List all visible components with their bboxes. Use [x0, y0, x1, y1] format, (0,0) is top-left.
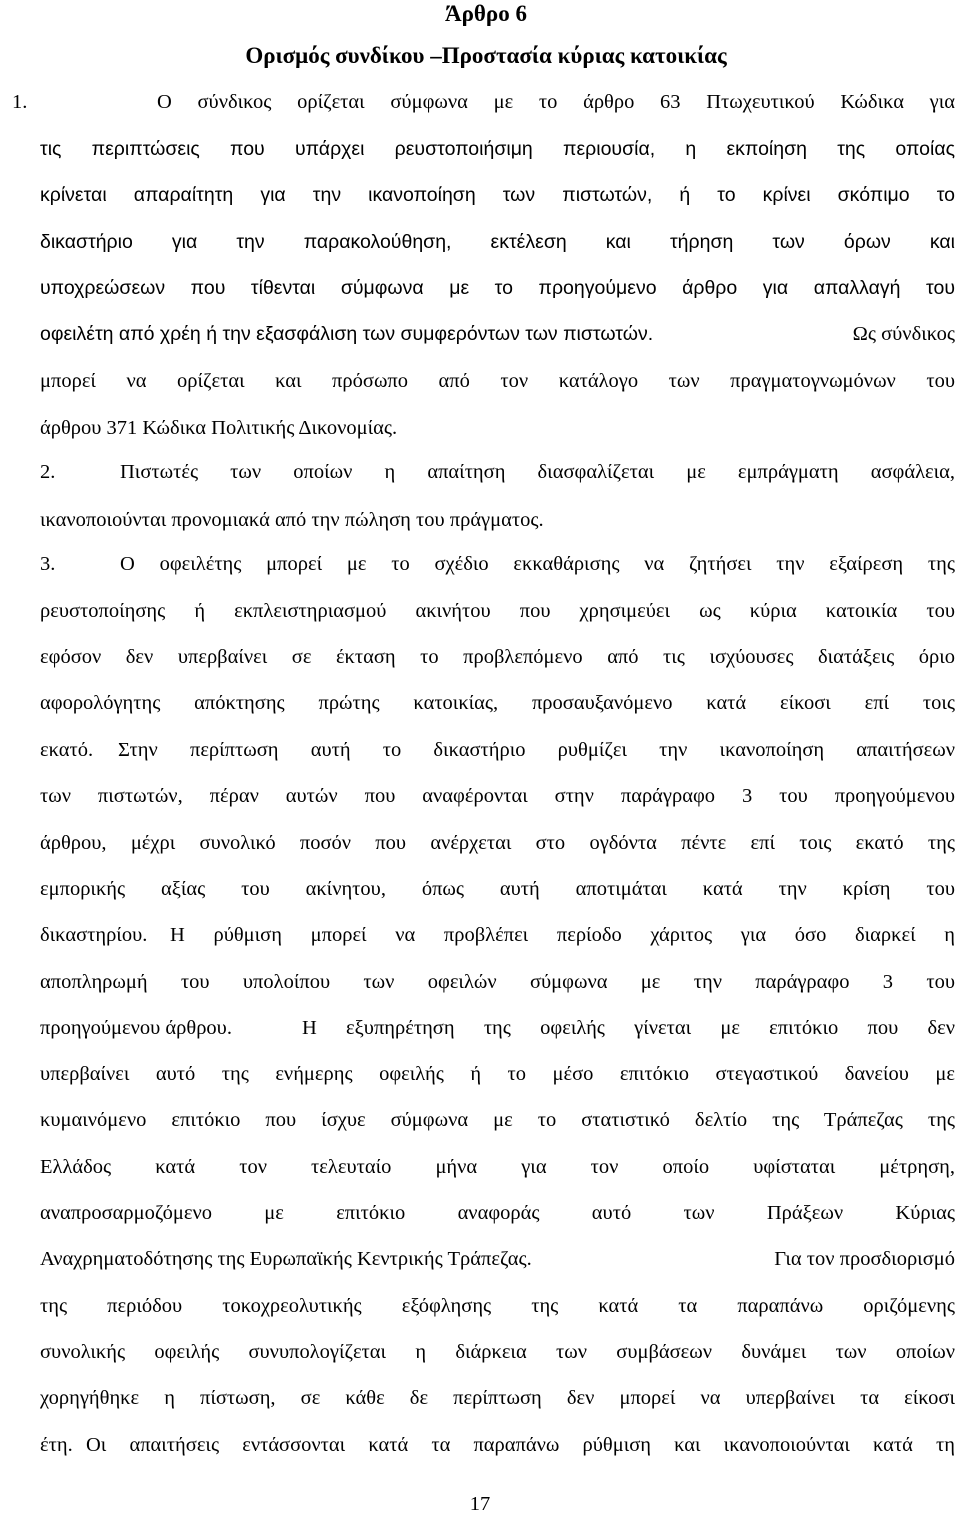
paragraph-2-number: 2.: [40, 461, 56, 483]
paragraph-3-line-6: των πιστωτών, πέραν αυτών που αναφέρονται στην παράγραφο 3 του προηγούμενου: [40, 785, 955, 807]
paragraph-3-line-20: έτη. Οι απαιτήσεις εντάσσονται κατά τα παραπάνω ρύθμιση και ικανοποιούνται κατά τη: [40, 1434, 955, 1456]
paragraph-3-line-7: άρθρου, μέχρι συνολικό ποσόν που ανέρχεται στο ογδόντα πέντε επί τοις εκατό της: [40, 832, 955, 854]
paragraph-1-line-7: μπορεί να ορίζεται και πρόσωπο από τον κατάλογο των πραγματογνωμόνων του: [40, 370, 955, 392]
paragraph-2-line-2: ικανοποιούνται προνομιακά από την πώληση του πράγματος.: [40, 509, 544, 531]
paragraph-1-line-3: κρίνεται απαραίτητη για την ικανοποίηση των πιστωτών, ή το κρίνει σκόπιμο το: [40, 184, 955, 206]
paragraph-3-line-3: εφόσον δεν υπερβαίνει σε έκταση το προβλεπόμενο από τις ισχύουσες διατάξεις όριο: [40, 646, 955, 668]
paragraph-3-line-18: συνολικής οφειλής συνυπολογίζεται η διάρκεια των συμβάσεων δυνάμει των οποίων: [40, 1341, 955, 1363]
paragraph-1-line-4: δικαστήριο για την παρακολούθηση, εκτέλεση και τήρηση των όρων και: [40, 231, 955, 253]
paragraph-3-line-19: χορηγήθηκε η πίστωση, σε κάθε δε περίπτωση δεν μπορεί να υπερβαίνει τα είκοσι: [40, 1387, 955, 1409]
paragraph-3-line-5: εκατό. Στην περίπτωση αυτή το δικαστήριο ρυθμίζει την ικανοποίηση απαιτήσεων: [40, 739, 955, 761]
paragraph-3-line-2: ρευστοποίησης ή εκπλειστηριασμού ακινήτου που χρησιμεύει ως κύρια κατοικία του: [40, 600, 955, 622]
paragraph-3-line-13: κυμαινόμενο επιτόκιο που ίσχυε σύμφωνα με το στατιστικό δελτίο της Τράπεζας της: [40, 1109, 955, 1131]
paragraph-1-line-8: άρθρου 371 Κώδικα Πολιτικής Δικονομίας.: [40, 417, 398, 439]
paragraph-3-line-1: 3. Ο οφειλέτης μπορεί με το σχέδιο εκκαθάρισης να ζητήσει την εξαίρεση της: [40, 550, 955, 578]
paragraph-3-line-9: δικαστηρίου. Η ρύθμιση μπορεί να προβλέπει περίοδο χάριτος για όσο διαρκεί η: [40, 924, 955, 946]
paragraph-3-line-14: Ελλάδος κατά τον τελευταίο μήνα για τον οποίο υφίσταται μέτρηση,: [40, 1156, 955, 1178]
paragraph-1-line-2: τις περιπτώσεις που υπάρχει ρευστοποιήσιμη περιουσία, η εκποίηση της οποίας: [40, 138, 955, 160]
paragraph-3-line-4: αφορολόγητης απόκτησης πρώτης κατοικίας, προσαυξανόμενο κατά είκοσι επί τοις: [40, 692, 955, 714]
paragraph-1-line-6: οφειλέτη από χρέη ή την εξασφάλιση των συμφερόντων των πιστωτών. Ως σύνδικος: [40, 323, 955, 345]
paragraph-1-line-5: υποχρεώσεων που τίθενται σύμφωνα με το προηγούμενο άρθρο για απαλλαγή του: [40, 277, 955, 299]
paragraph-3-line-16: Αναχρηματοδότησης της Ευρωπαϊκής Κεντρικής Τράπεζας. Για τον προσδιορισμό: [40, 1248, 955, 1270]
article-title: Ορισμός συνδίκου –Προστασία κύριας κατοικίας: [245, 43, 727, 68]
paragraph-3-line-11: προηγούμενου άρθρου. Η εξυπηρέτηση της οφειλής γίνεται με επιτόκιο που δεν: [40, 1017, 955, 1039]
paragraph-3-line-8: εμπορικής αξίας του ακίνητου, όπως αυτή αποτιμάται κατά την κρίση του: [40, 878, 955, 900]
page-number: 17: [469, 1493, 491, 1515]
paragraph-3-number: 3.: [40, 553, 56, 575]
paragraph-3-line-10: αποπληρωμή του υπολοίπου των οφειλών σύμφωνα με την παράγραφο 3 του: [40, 971, 955, 993]
paragraph-1-line-1: 1. Ο σύνδικος ορίζεται σύμφωνα με το άρθρο 63 Πτωχευτικού Κώδικα για: [12, 88, 955, 116]
paragraph-3-line-17: της περιόδου τοκοχρεολυτικής εξόφλησης της κατά τα παραπάνω οριζόμενης: [40, 1295, 955, 1317]
paragraph-2-line-1: 2. Πιστωτές των οποίων η απαίτηση διασφαλίζεται με εμπράγματη ασφάλεια,: [40, 458, 955, 486]
article-number: Άρθρο 6: [445, 1, 527, 26]
paragraph-3-line-15: αναπροσαρμοζόμενο με επιτόκιο αναφοράς αυτό των Πράξεων Κύριας: [40, 1202, 955, 1224]
paragraph-1-number: 1.: [12, 91, 28, 113]
paragraph-3-line-12: υπερβαίνει αυτό της ενήμερης οφειλής ή το μέσο επιτόκιο στεγαστικού δανείου με: [40, 1063, 955, 1085]
